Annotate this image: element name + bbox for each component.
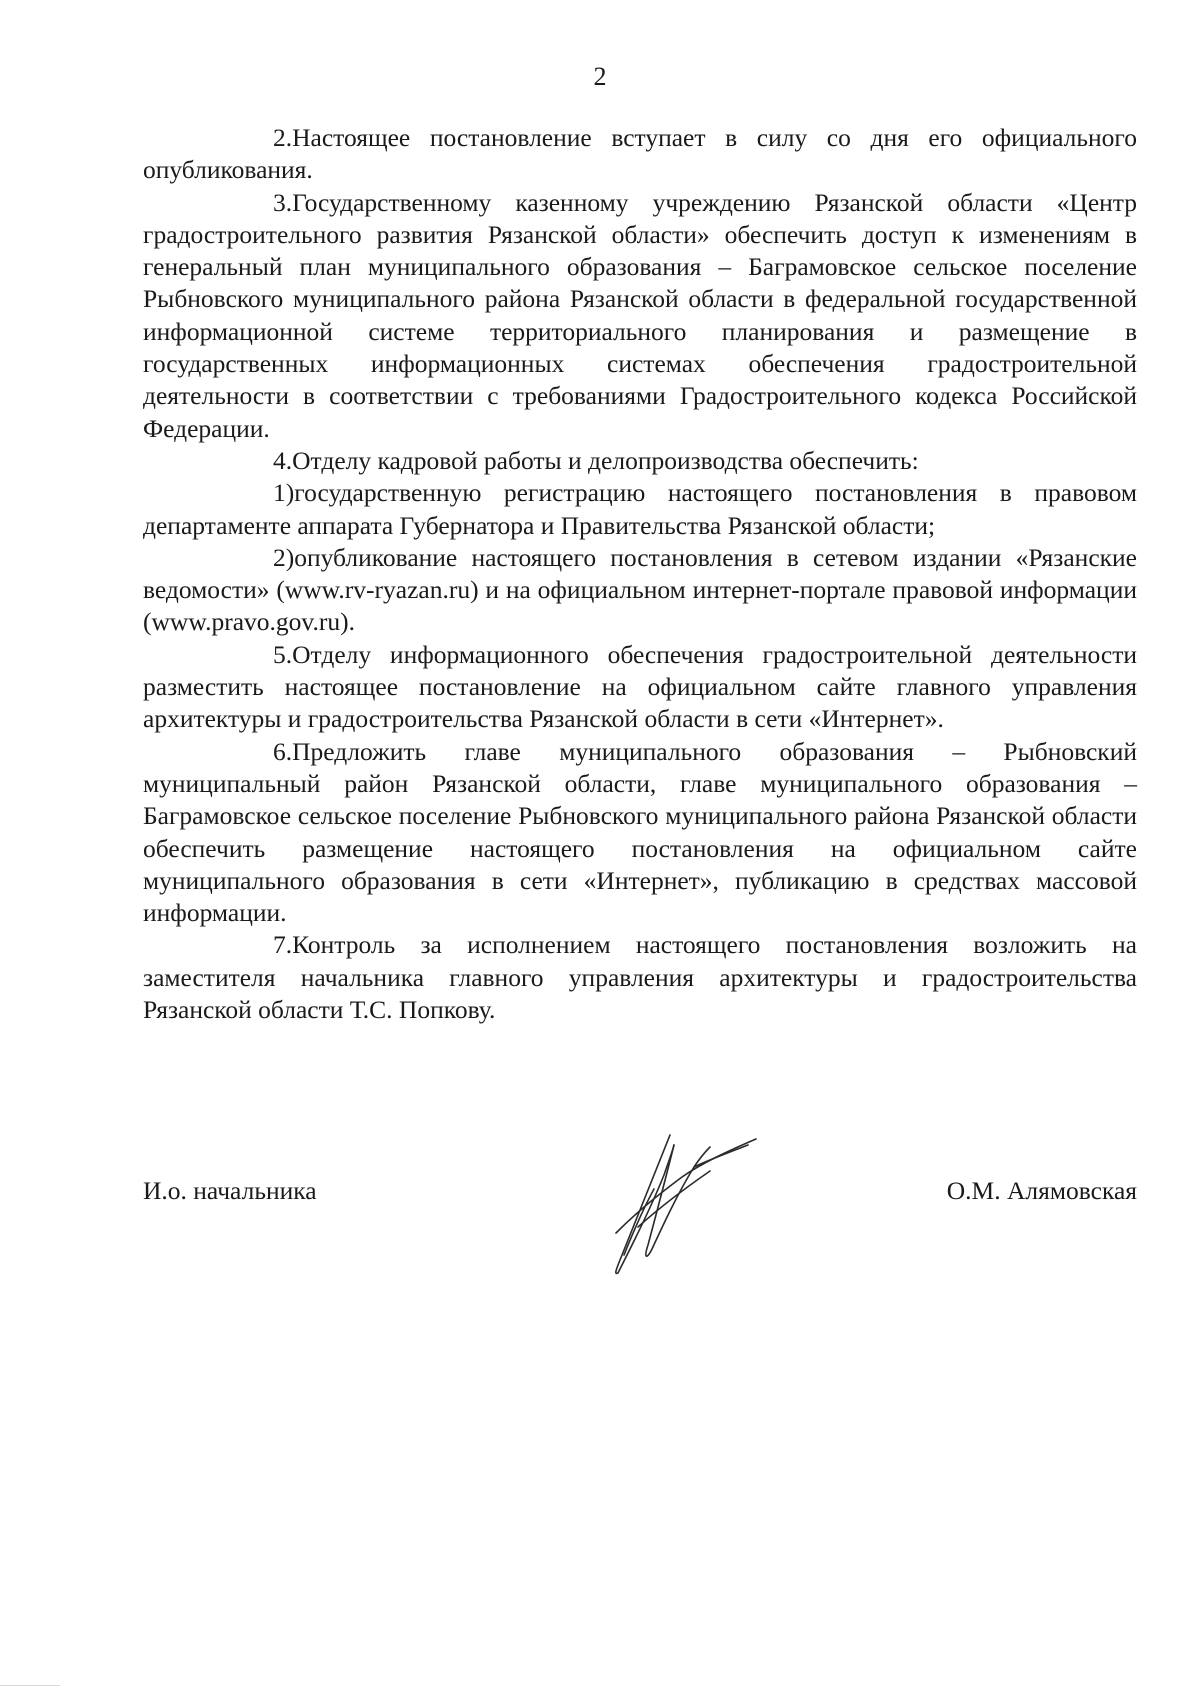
paragraph-text: опубликование настоящего постановления в сетевом издании «Рязанские ведомости» (www.rv-ryazan.ru) и на официальном интернет-портале правовой информации (www.pravo.gov.ru).	[143, 542, 1137, 637]
paragraph-number: 7.	[273, 930, 293, 960]
document-body	[143, 122, 1137, 1026]
paragraph-text: Отделу кадровой работы и делопроизводства обеспечить:	[292, 445, 919, 475]
paragraph-number: 5.	[273, 639, 293, 669]
handwritten-signature	[598, 1115, 778, 1285]
paragraph-number: 1)	[273, 478, 295, 508]
signatory-name: О.М. Алямовская	[946, 1176, 1137, 1205]
paragraph-text: Настоящее постановление вступает в силу со дня его официального опубликования.	[143, 123, 1137, 185]
paragraph-text: государственную регистрацию настоящего постановления в правовом департаменте аппарата Губернатора и Правительства Рязанской области;	[143, 478, 1137, 540]
signatory-title: И.о. начальника	[143, 1176, 317, 1205]
paragraph-text: Контроль за исполнением настоящего постановления возложить на заместителя начальника главного управления архитектуры и градостроительства Рязанской области Т.С. Попкову.	[143, 930, 1137, 1025]
paragraph-text: Предложить главе муниципального образования – Рыбновский муниципальный район Рязанской области, главе муниципального образования – Баграмовское сельское поселение Рыбновского муниципального района Рязанской области обеспечить размещение настоящего постановления на официальном сайте муниципального образования в сети «Интернет», публикацию в средствах массовой информации.	[143, 736, 1137, 928]
subparagraph-4-1	[143, 477, 1137, 542]
paragraph-3	[143, 187, 1137, 445]
paragraph-4	[143, 445, 1137, 477]
subparagraph-4-2	[143, 542, 1137, 639]
paragraph-number: 4.	[273, 445, 293, 475]
scan-artifact	[0, 1685, 60, 1686]
paragraph-number: 3.	[273, 187, 293, 217]
paragraph-number: 6.	[273, 736, 293, 766]
paragraph-text: Отделу информационного обеспечения градостроительной деятельности разместить настоящее постановление на официальном сайте главного управления архитектуры и градостроительства Рязанской области в сети «Интернет».	[143, 639, 1137, 734]
paragraph-5	[143, 639, 1137, 736]
paragraph-number: 2.	[273, 123, 293, 152]
page-number: 2	[593, 62, 607, 91]
paragraph-7	[143, 929, 1137, 1026]
paragraph-number: 2)	[273, 542, 295, 572]
paragraph-text: Государственному казенному учреждению Рязанской области «Центр градостроительного развития Рязанской области» обеспечить доступ к изменениям в генеральный план муниципального образования – Баграмовское сельское поселение Рыбновского муниципального района Рязанской области в федеральной государственной информационной системе территориального планирования и размещение в государственных информационных системах обеспечения градостроительной деятельности в соответствии с требованиями Градостроительного кодекса Российской Федерации.	[143, 187, 1137, 443]
paragraph-6	[143, 736, 1137, 930]
paragraph-2	[143, 122, 1137, 187]
